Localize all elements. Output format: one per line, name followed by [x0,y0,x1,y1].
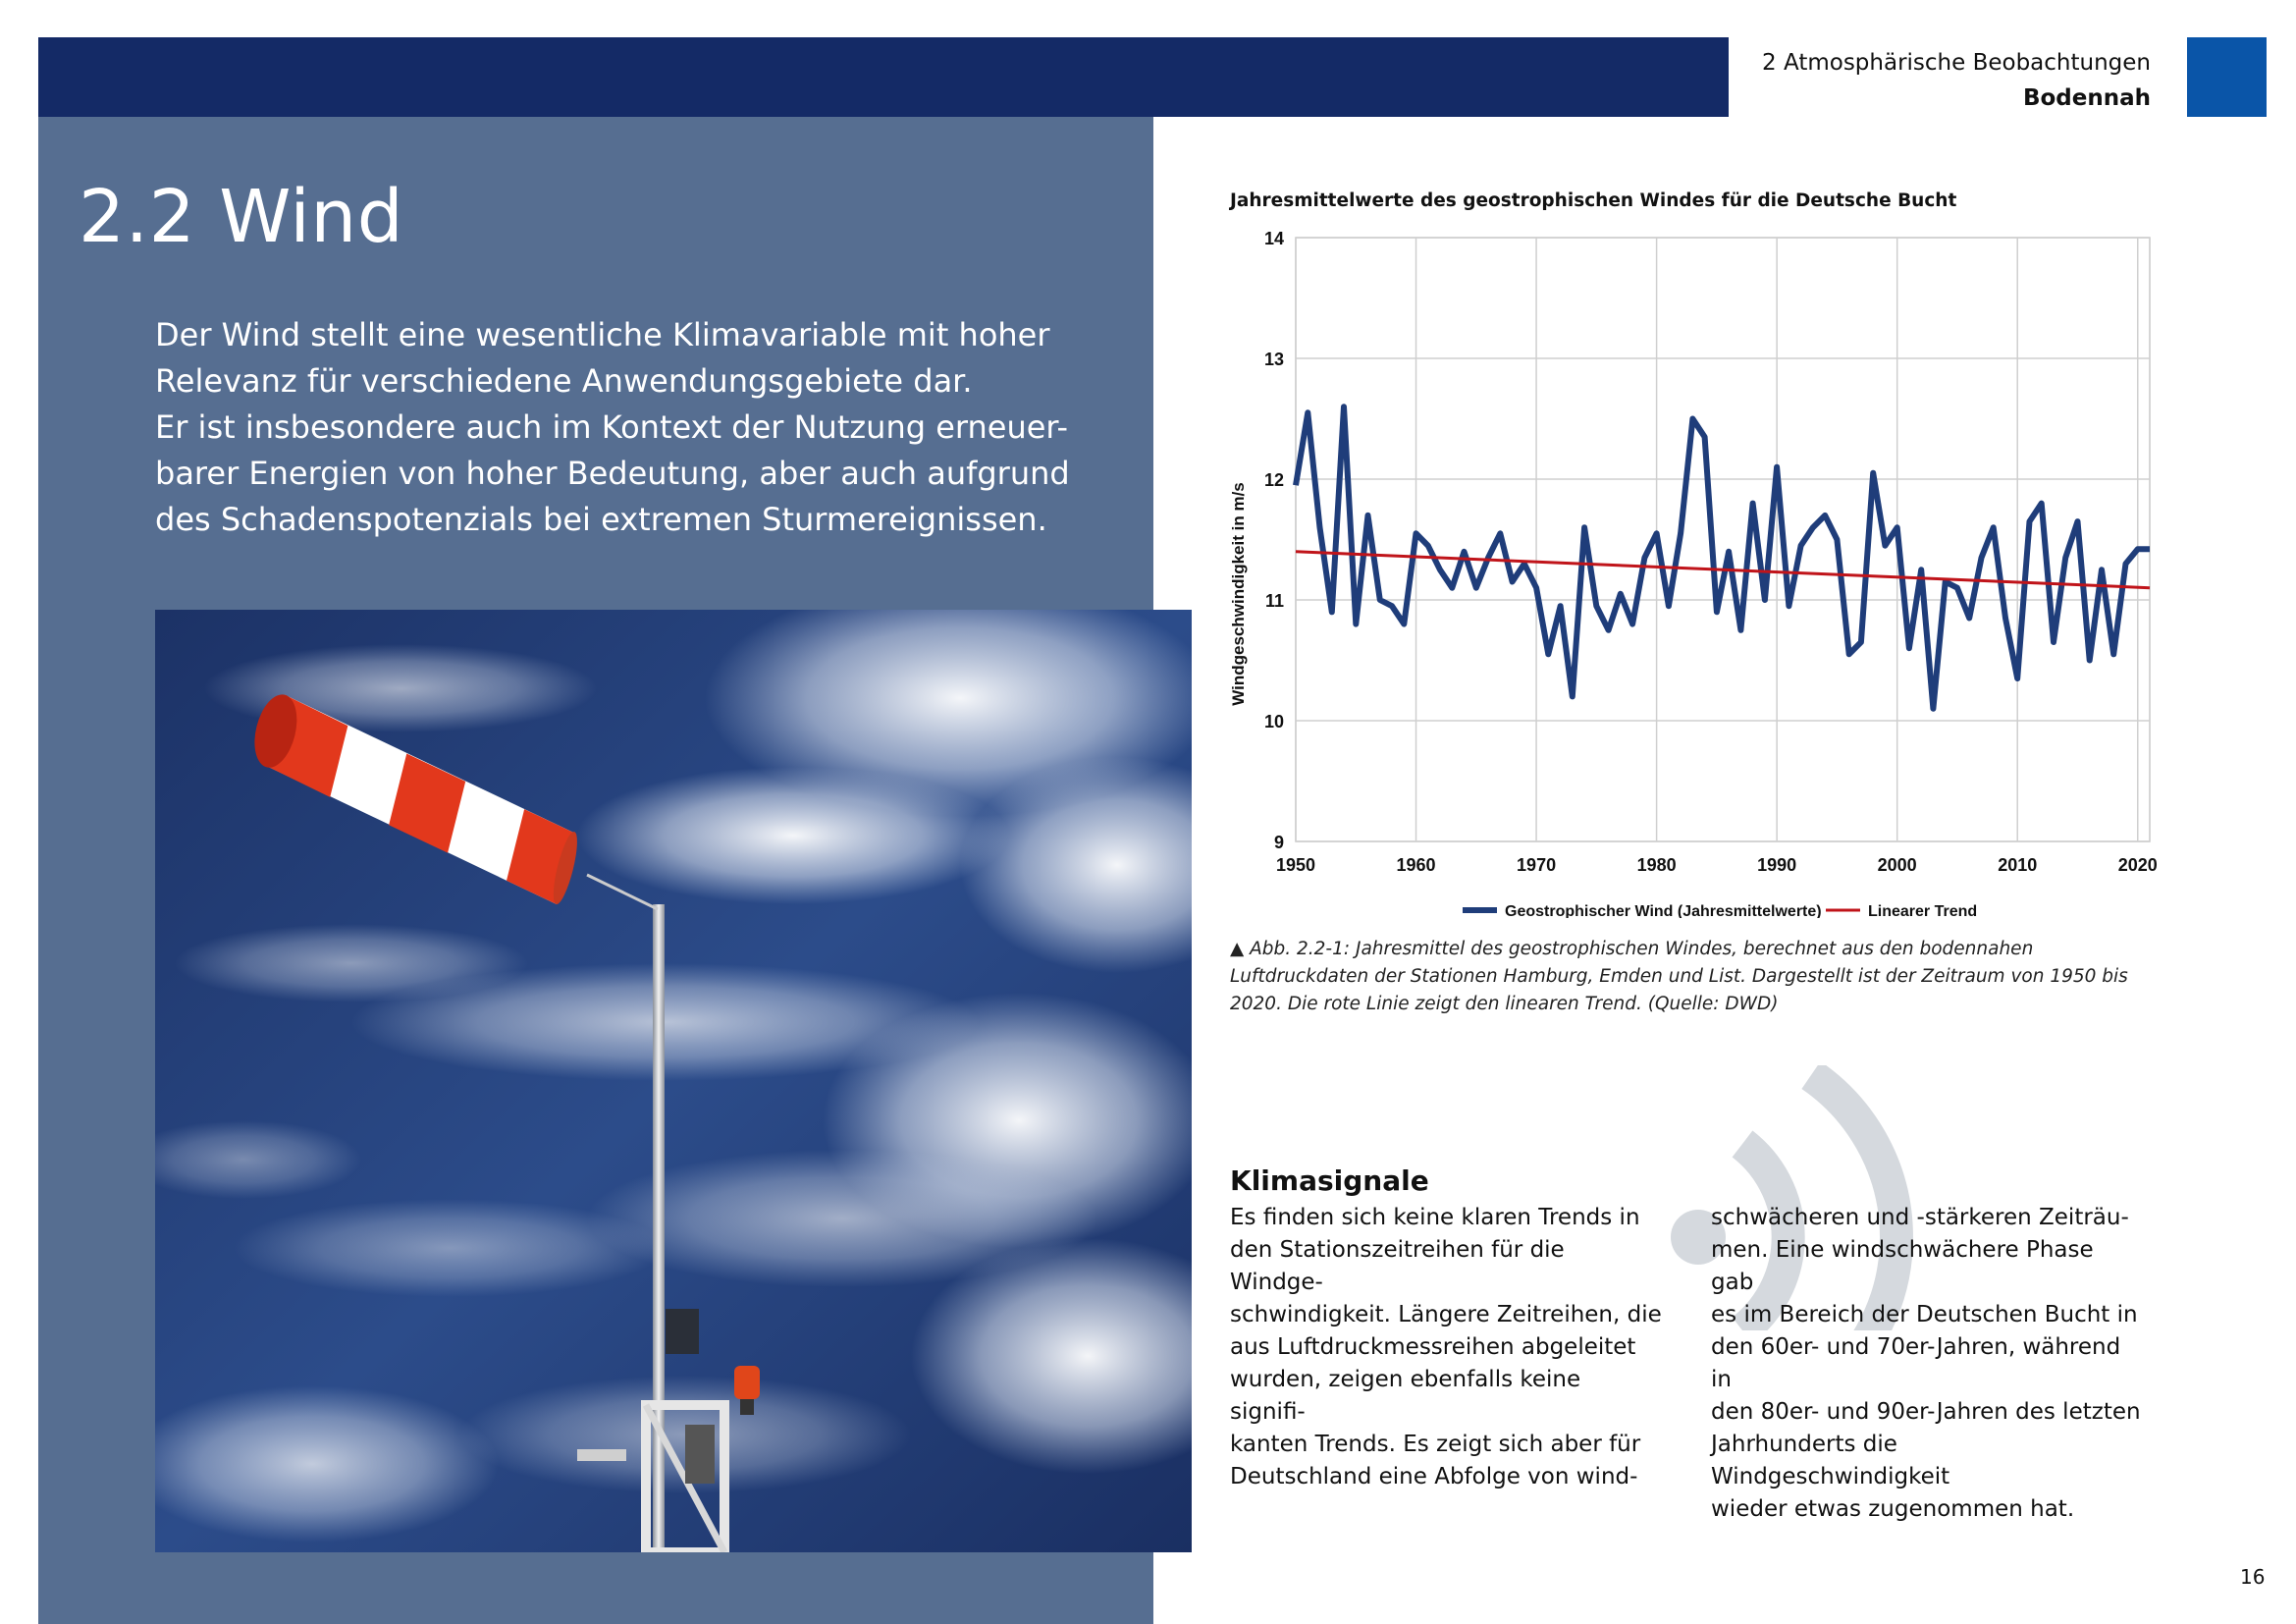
legend-label-trend: Linearer Trend [1868,903,1978,918]
text-line: Deutschland eine Abfolge von wind- [1230,1464,1638,1489]
x-tick-label: 1960 [1396,855,1436,875]
text-line: den Stationszeitreihen für die Windge- [1230,1237,1565,1295]
header-bar [38,37,1729,117]
text-line: Es finden sich keine klaren Trends in [1230,1205,1640,1230]
y-tick-label: 12 [1263,470,1284,490]
running-header [1762,45,2151,116]
klimasignale-column-1 [1230,1202,1662,1493]
x-tick-label: 1970 [1517,855,1557,875]
text-line: men. Eine windschwächere Phase gab [1711,1237,2094,1295]
legend-label-wind: Geostrophischer Wind (Jahresmittelwerte) [1505,903,1822,918]
chart-title: Jahresmittelwerte des geostrophischen Windes für die Deutsche Bucht [1230,190,1957,211]
subchapter-label: Bodennah [2022,85,2151,111]
y-tick-label: 14 [1263,229,1284,248]
text-line: den 80er- und 90er-Jahren des letzten [1711,1399,2141,1425]
intro-line: Der Wind stellt eine wesentliche Klimavariable mit hoher [155,316,1050,353]
y-tick-label: 10 [1263,712,1284,731]
text-line: Jahrhunderts die Windgeschwindigkeit [1711,1432,1950,1489]
text-line: es im Bereich der Deutschen Bucht in [1711,1302,2138,1327]
y-axis-label: Windgeschwindigkeit in m/s [1229,482,1248,706]
intro-text [155,312,1097,543]
wind-chart [1217,211,2160,918]
intro-line: Er ist insbesondere auch im Kontext der Nutzung erneuer- [155,408,1069,446]
x-tick-label: 2020 [2117,855,2158,875]
text-line: wieder etwas zugenommen hat. [1711,1496,2075,1522]
x-tick-label: 1980 [1636,855,1677,875]
x-tick-label: 1950 [1275,855,1316,875]
text-line: aus Luftdruckmessreihen abgeleitet [1230,1334,1636,1360]
x-tick-label: 2000 [1877,855,1917,875]
section-title: 2.2 Wind [79,175,404,259]
klimasignale-title: Klimasignale [1230,1164,1429,1197]
x-tick-label: 1990 [1757,855,1797,875]
y-tick-label: 13 [1263,350,1284,369]
chapter-label: 2 Atmosphärische Beobachtungen [1762,50,2151,76]
text-line: schwindigkeit. Längere Zeitreihen, die [1230,1302,1662,1327]
windsock-photo [155,610,1192,1552]
intro-line: Relevanz für verschiedene Anwendungsgebiete dar. [155,362,973,400]
page-number: 16 [2240,1565,2266,1589]
text-line: wurden, zeigen ebenfalls keine signifi- [1230,1367,1581,1425]
x-tick-label: 2010 [1998,855,2038,875]
klimasignale-column-2 [1711,1202,2143,1526]
text-line: kanten Trends. Es zeigt sich aber für [1230,1432,1641,1457]
text-line: schwächeren und -stärkeren Zeiträu- [1711,1205,2129,1230]
figure-caption: ▲ Abb. 2.2-1: Jahresmittel des geostrophischen Windes, berechnet aus den bodennahen Luftdruckdaten der Stationen Hamburg, Emden und List. Dargestellt ist der Zeitraum von 1950 bis 2020. Die rote Linie zeigt den linearen Trend. (Quelle: DWD) [1230,939,2128,1014]
intro-line: des Schadenspotenzials bei extremen Sturmereignissen. [155,501,1047,538]
windsock-illustration [155,610,1192,1552]
intro-line: barer Energien von hoher Bedeutung, aber auch aufgrund [155,455,1070,492]
chart-legend [1463,903,1977,918]
y-axis-ticks [1264,229,1284,852]
text-line: den 60er- und 70er-Jahren, während in [1711,1334,2121,1392]
accent-square [2187,37,2267,117]
x-axis-ticks [1276,855,2158,875]
y-tick-label: 9 [1273,833,1284,852]
y-tick-label: 11 [1264,591,1284,611]
